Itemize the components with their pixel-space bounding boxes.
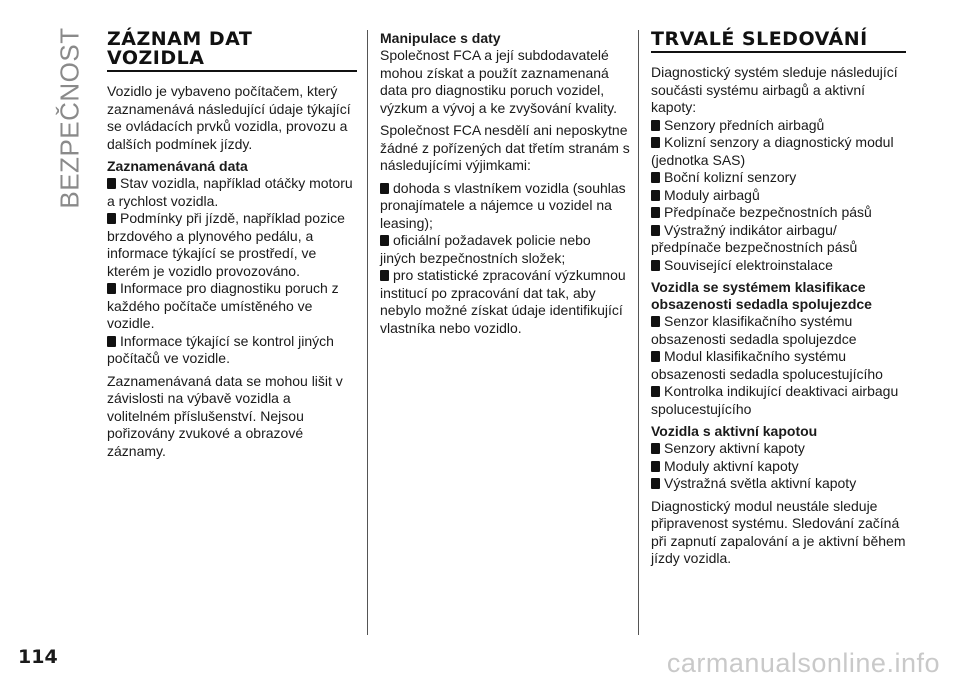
- list-item: dohoda s vlastníkem vozidla (souhlas pronajímatele a nájemce u vozidel na leasing);: [380, 179, 626, 231]
- list-item: Související elektroinstalace: [651, 257, 906, 275]
- page-number: 114: [18, 646, 58, 668]
- list-item: Moduly airbagů: [651, 187, 906, 205]
- bullet-icon: [651, 260, 660, 271]
- list-item: Kolizní senzory a diagnostický modul (jednotka SAS): [651, 134, 894, 168]
- list-item: Moduly aktivní kapoty: [651, 458, 906, 476]
- outro-paragraph: Diagnostický modul neustále sleduje připravenost systému. Sledování začíná při zapnutí zapalování a je aktivní během jízdy vozidla.: [651, 497, 906, 566]
- title-line-1: ZÁZNAM DAT: [107, 28, 253, 50]
- paragraph-data-use: Společnost FCA a její subdodavatelé mohou získat a použít zaznamenaná data pro diagnostiku poruch vozidel, výzkum a vývoj a ke zvyšování kvality.: [380, 47, 618, 116]
- bullet-icon: [651, 316, 660, 327]
- list-item: Boční kolizní senzory: [651, 169, 906, 187]
- section-tab-label: BEZPEČNOST: [54, 27, 85, 209]
- bullet-icon: [651, 478, 660, 489]
- bullet-icon: [651, 443, 660, 454]
- bullet-icon: [107, 213, 116, 224]
- subheading-active-hood: Vozidla s aktivní kapotou: [651, 423, 818, 439]
- bullet-icon: [651, 172, 660, 183]
- list-item: Podmínky při jízdě, například pozice brzdového a plynového pedálu, a informace týkající se prostředí, ve kterém je vozidlo provozováno.: [107, 210, 345, 279]
- column-divider: [638, 30, 639, 635]
- list-item: Výstražný indikátor airbagu/ předpínače bezpečnostních pásů: [651, 221, 858, 255]
- bullet-icon: [651, 137, 660, 148]
- section-tab: [50, 27, 90, 209]
- bullet-icon: [107, 336, 116, 347]
- subheading-recorded-data: Zaznamenávaná data: [107, 158, 248, 174]
- bullet-icon: [651, 461, 660, 472]
- watermark: carmanualsonline.info: [666, 648, 940, 678]
- list-item: Modul klasifikačního systému obsazenosti sedadla spolucestujícího: [651, 348, 883, 382]
- list-item: Senzory aktivní kapoty: [651, 440, 906, 458]
- outro-paragraph: Zaznamenávaná data se mohou lišit v závislosti na výbavě vozidla a volitelném příslušenství. Nejsou pořizovány zvukové a obrazové záznamy.: [107, 372, 343, 459]
- list-item: Senzor klasifikačního systému obsazenosti sedadla spolujezdce: [651, 313, 857, 347]
- list-item: Výstražná světla aktivní kapoty: [651, 475, 906, 493]
- list-item: Informace týkající se kontrol jiných počítačů ve vozidle.: [107, 332, 334, 366]
- column-divider: [367, 30, 368, 635]
- bullet-icon: [651, 190, 660, 201]
- title-line-2: VOZIDLA: [107, 47, 205, 69]
- bullet-icon: [651, 120, 660, 131]
- subheading-occupant-classification: Vozidla se systémem klasifikace obsazenosti sedadla spolujezdce: [651, 279, 872, 312]
- intro-paragraph: Vozidlo je vybaveno počítačem, který zaznamenává následující údaje týkající se ovládacích prvků vozidla, provozu a dalších podmínek jízdy.: [107, 83, 351, 152]
- section-title-vehicle-data: [107, 30, 357, 72]
- paragraph-third-parties: Společnost FCA nesdělí ani neposkytne žádné z pořízených dat třetím stranám s následujícími výjimkami:: [380, 122, 630, 173]
- bullet-icon: [380, 183, 389, 194]
- subheading-data-handling: Manipulace s daty: [380, 30, 501, 46]
- list-item: oficiální požadavek policie nebo jiných bezpečnostních složek;: [380, 232, 591, 266]
- list-item: Stav vozidla, například otáčky motoru a rychlost vozidla.: [107, 175, 353, 209]
- column-data-handling: [380, 30, 630, 337]
- section-title-monitoring: TRVALÉ SLEDOVÁNÍ: [651, 30, 906, 53]
- bullet-icon: [651, 225, 660, 236]
- bullet-icon: [380, 270, 389, 281]
- column-vehicle-data-recording: [107, 30, 357, 465]
- list-item: Kontrolka indikující deaktivaci airbagu spolucestujícího: [651, 383, 899, 417]
- bullet-icon: [651, 386, 660, 397]
- bullet-icon: [380, 235, 389, 246]
- list-item: pro statistické zpracování výzkumnou institucí po zpracování dat tak, aby nebylo možné získat údaje identifikující vlastníka nebo vozidlo.: [380, 267, 626, 336]
- list-item: Předpínače bezpečnostních pásů: [651, 204, 906, 222]
- bullet-icon: [651, 351, 660, 362]
- bullet-icon: [107, 178, 116, 189]
- intro-paragraph: Diagnostický systém sleduje následující součásti systému airbagů a aktivní kapoty:: [651, 64, 898, 115]
- column-continuous-monitoring: [651, 30, 906, 573]
- bullet-icon: [107, 283, 116, 294]
- list-item: Senzory předních airbagů: [651, 117, 906, 135]
- bullet-icon: [651, 207, 660, 218]
- list-item: Informace pro diagnostiku poruch z každého počítače umístěného ve vozidle.: [107, 280, 339, 331]
